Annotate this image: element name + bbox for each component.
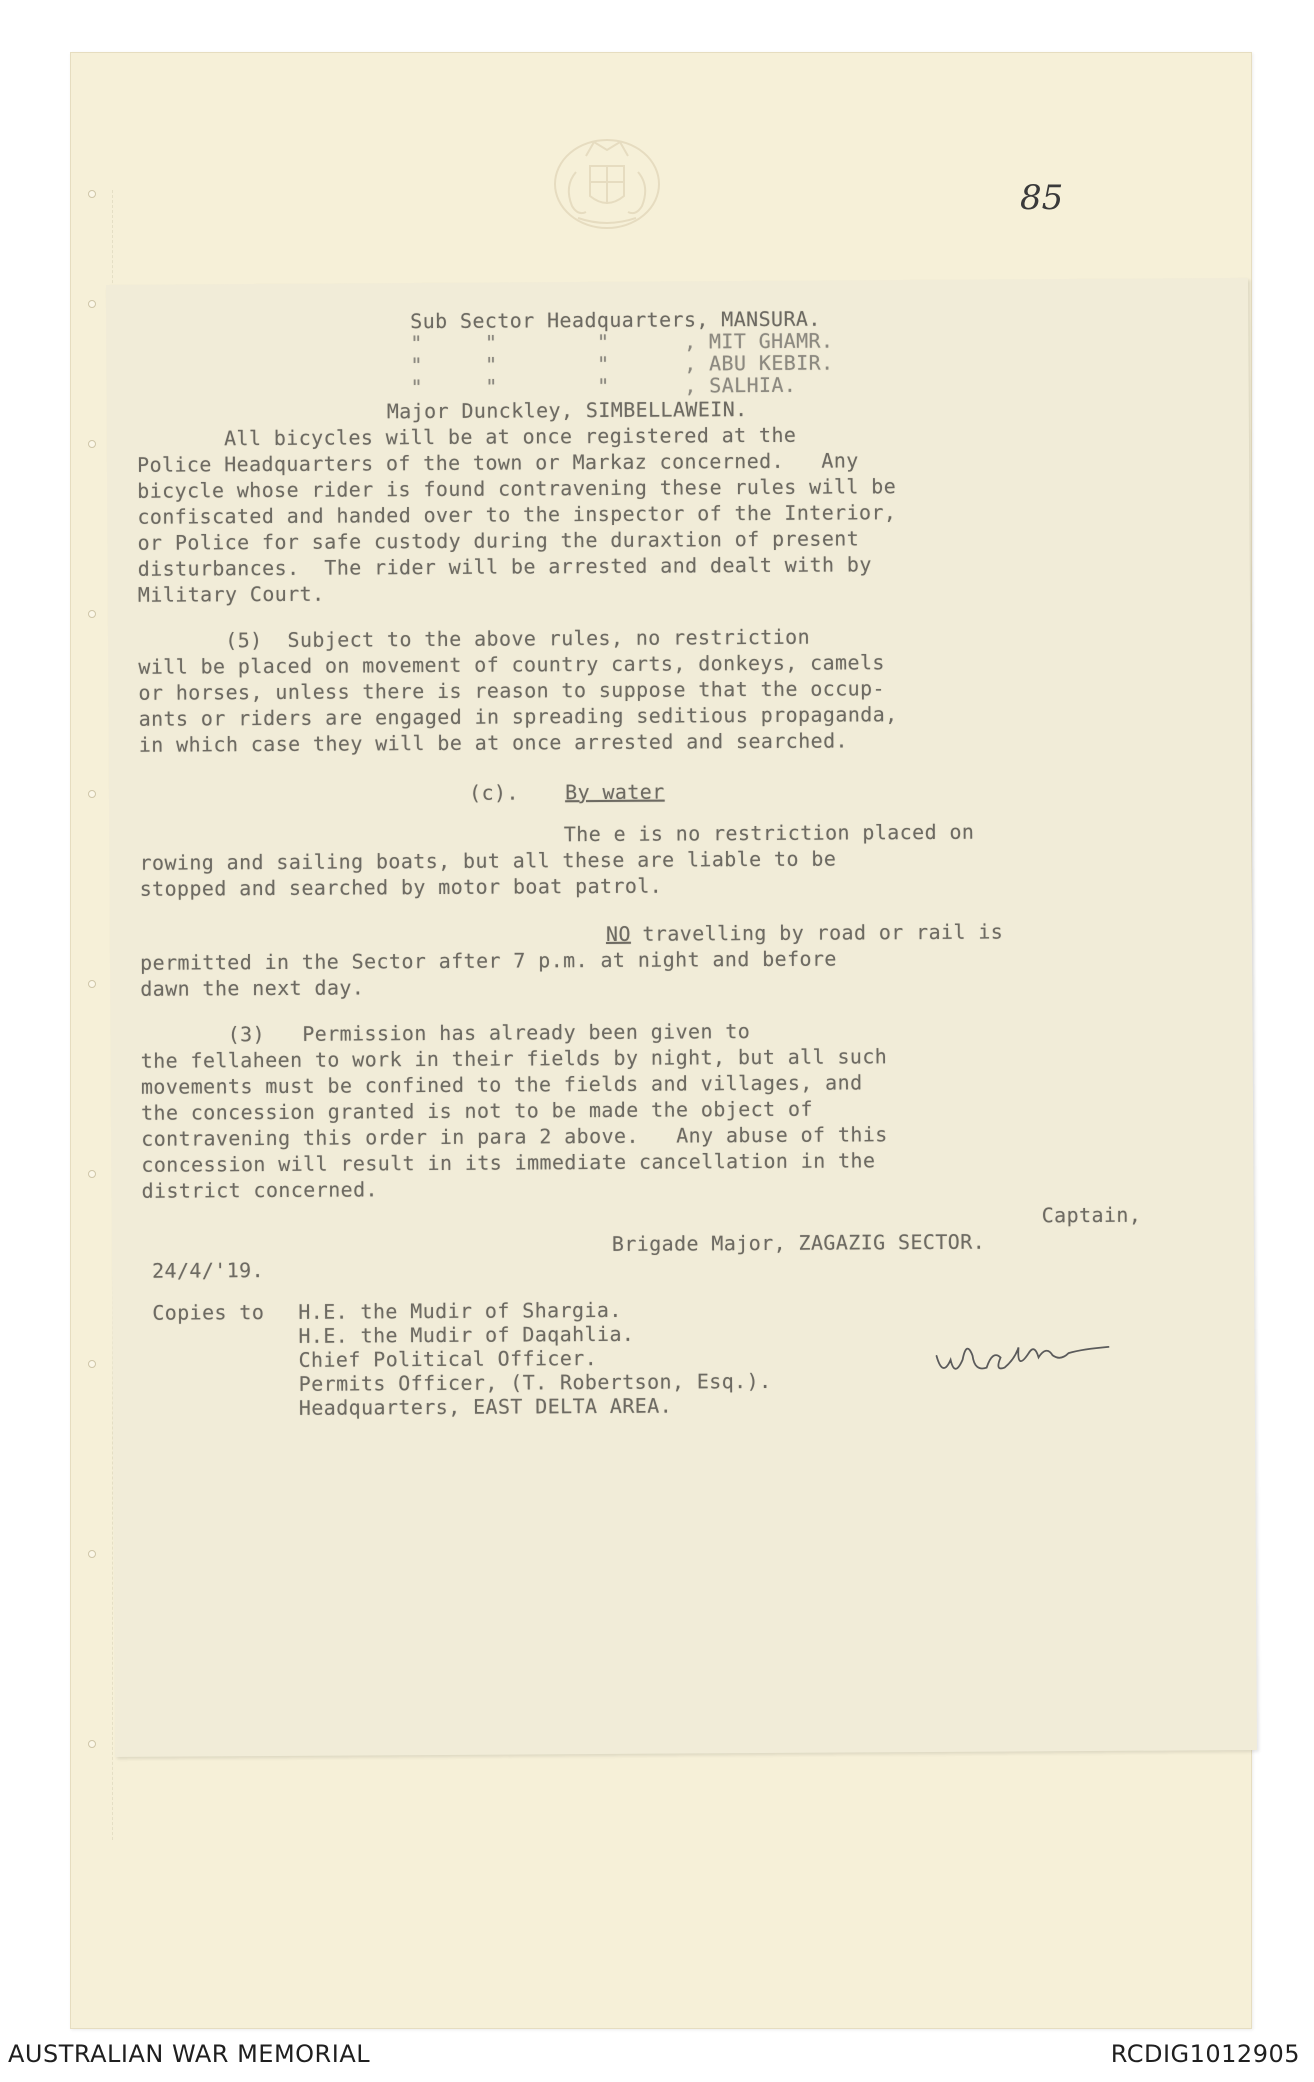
- text-line: Military Court.: [137, 581, 325, 607]
- text-line: rowing and sailing boats, but all these are liable to be: [139, 846, 837, 875]
- text-line: or horses, unless there is reason to suppose that the occup-: [138, 676, 886, 705]
- text-line: The e is no restriction placed on: [439, 819, 975, 847]
- text-line: confiscated and handed over to the inspector of the Interior,: [137, 500, 897, 529]
- header-line: " " " , MIT GHAMR.: [410, 328, 834, 356]
- copy-recipient: Chief Political Officer.: [298, 1346, 598, 1372]
- text-line: district concerned.: [141, 1177, 378, 1203]
- handwritten-signature: [930, 1325, 1150, 1386]
- emphasis-no: NO: [605, 921, 631, 946]
- text-line: permitted in the Sector after 7 p.m. at night and before: [140, 946, 837, 975]
- footer-record-id: RCDIG1012905: [1110, 2040, 1300, 2068]
- text-line: bicycle whose rider is found contravening these rules will be: [137, 474, 897, 503]
- text-line: ants or riders are engaged in spreading seditious propaganda,: [138, 702, 898, 731]
- page-number: 85: [1020, 178, 1064, 218]
- text-line: Police Headquarters of the town or Markaz concerned. Any: [137, 448, 859, 477]
- typed-document: [106, 278, 1257, 1757]
- text-line: stopped and searched by motor boat patrol.: [139, 873, 663, 901]
- footer-archive-name: AUSTRALIAN WAR MEMORIAL: [8, 2040, 371, 2068]
- copy-recipient: H.E. the Mudir of Daqahlia.: [298, 1321, 635, 1348]
- text-line: disturbances. The rider will be arrested and dealt with by: [137, 552, 872, 581]
- signature-title: Brigade Major, ZAGAZIG SECTOR.: [611, 1229, 986, 1256]
- text-line: travelling by road or rail is: [629, 919, 1004, 946]
- header-line: " " " , SALHIA.: [410, 372, 797, 400]
- text-line: concession will result in its immediate cancellation in the: [141, 1148, 876, 1177]
- copy-recipient: Headquarters, EAST DELTA AREA.: [298, 1393, 673, 1420]
- text-line: All bicycles will be at once registered at the: [136, 422, 797, 451]
- section-heading: By water: [565, 779, 665, 805]
- copies-label: Copies to: [152, 1300, 265, 1325]
- text-line: the concession granted is not to be made the object of: [140, 1096, 813, 1125]
- text-line: will be placed on movement of country carts, donkeys, camels: [138, 650, 885, 679]
- text-line: the fellaheen to work in their fields by night, but all such: [140, 1044, 888, 1073]
- copy-recipient: H.E. the Mudir of Shargia.: [298, 1297, 622, 1324]
- text-line: movements must be confined to the fields and villages, and: [140, 1070, 863, 1099]
- header-line: Sub Sector Headquarters, MANSURA.: [410, 306, 821, 334]
- embossed-crest-icon: [548, 128, 666, 232]
- text-line: in which case they will be at once arrested and searched.: [138, 728, 849, 757]
- text-line: dawn the next day.: [140, 975, 365, 1001]
- text-line: (3) Permission has already been given to: [140, 1019, 751, 1047]
- section-label: (c).: [469, 780, 519, 805]
- header-line: " " " , ABU KEBIR.: [410, 350, 834, 378]
- text-line: (5) Subject to the above rules, no restriction: [138, 624, 811, 653]
- text-line: contravening this order in para 2 above. Any abuse of this: [141, 1122, 888, 1151]
- header-line: Major Dunckley, SIMBELLAWEIN.: [386, 397, 748, 424]
- copy-recipient: Permits Officer, (T. Robertson, Esq.).: [298, 1368, 772, 1396]
- text-line: or Police for safe custody during the duraxtion of present: [137, 526, 860, 555]
- signature-rank: Captain,: [1041, 1202, 1142, 1228]
- document-date: 24/4/'19.: [151, 1258, 265, 1283]
